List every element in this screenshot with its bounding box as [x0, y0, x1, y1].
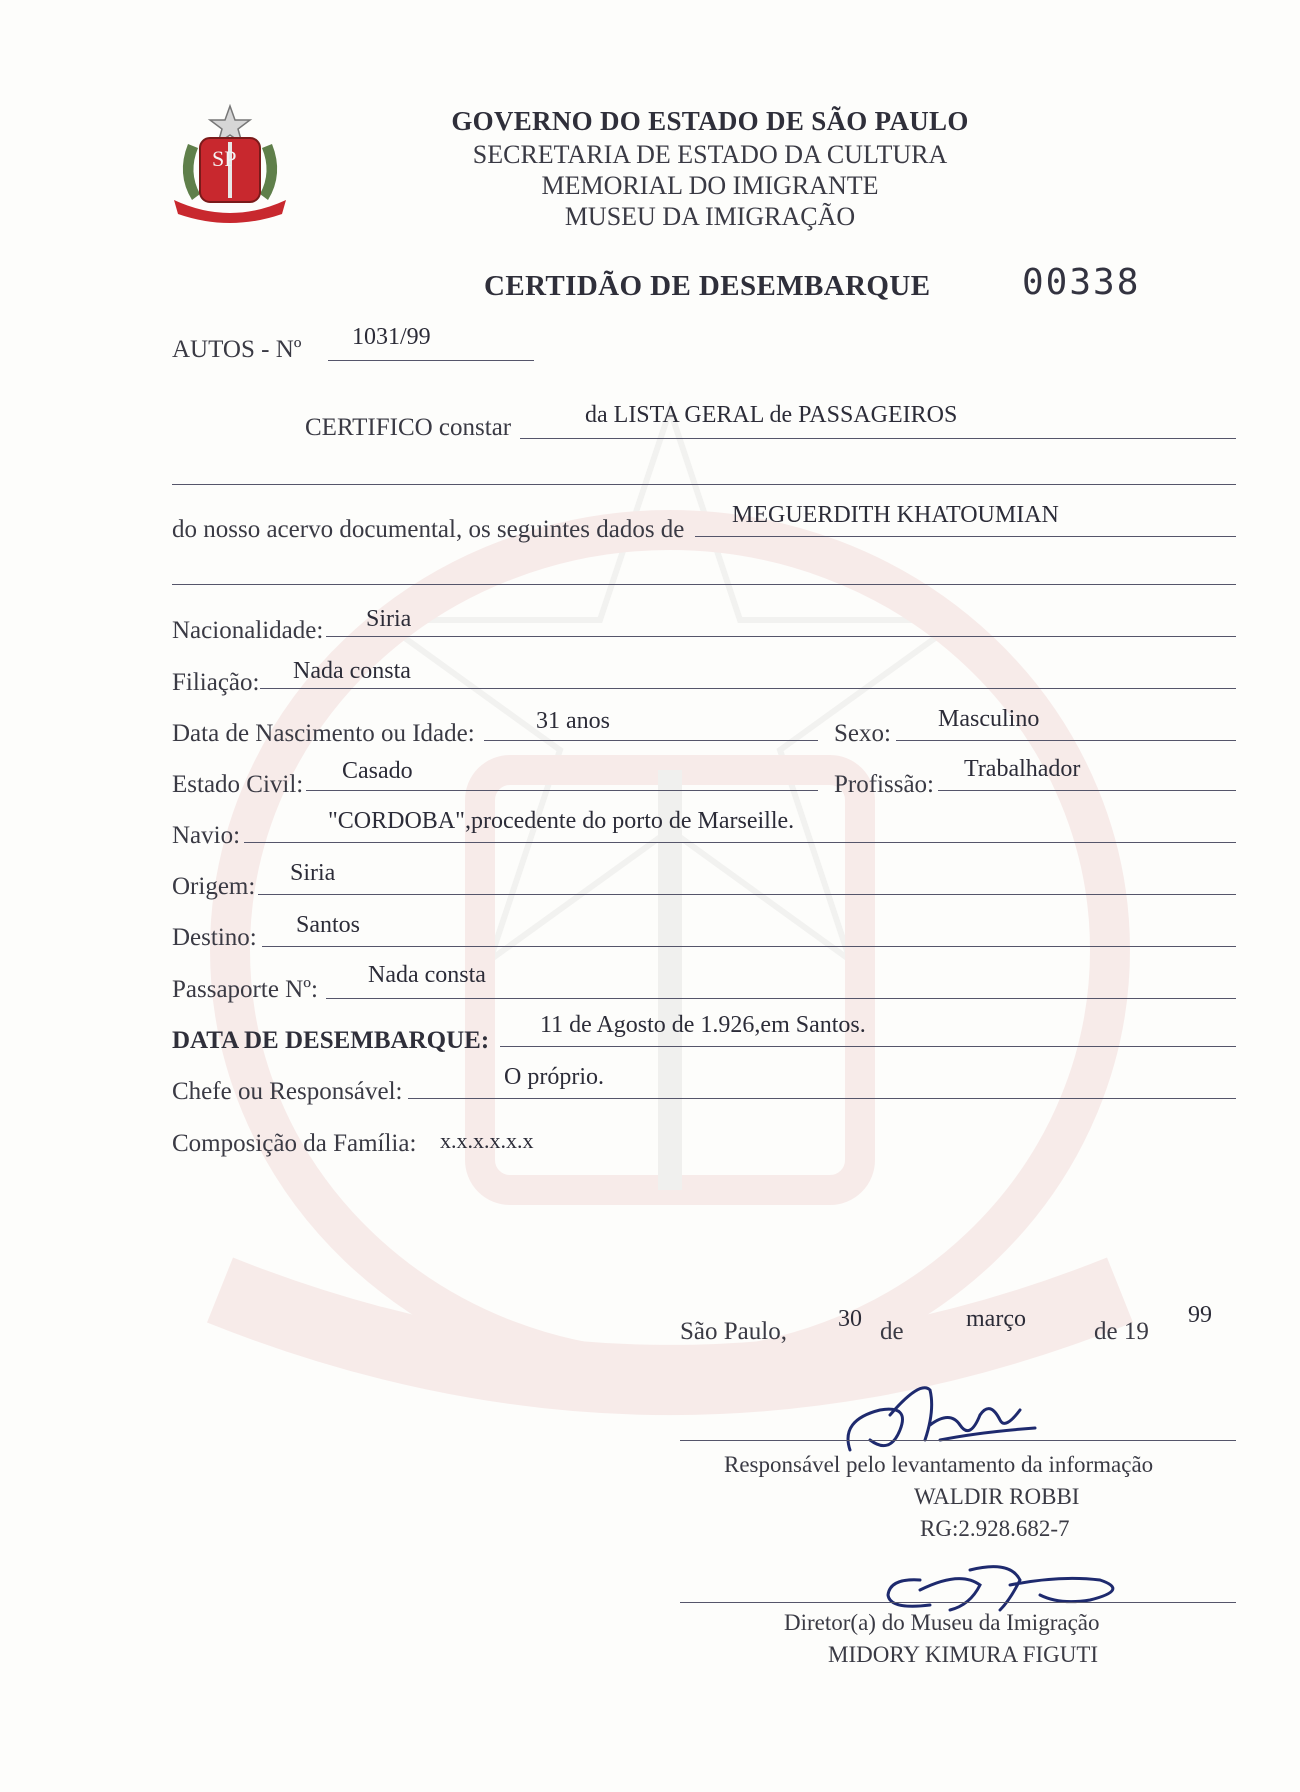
filiacao-label: Filiação:	[172, 669, 260, 696]
passaporte-label: Passaporte Nº:	[172, 976, 318, 1003]
sexo-value: Masculino	[938, 706, 1040, 732]
filiacao-line	[260, 688, 1236, 689]
dateline-year: 99	[1188, 1302, 1212, 1328]
responsavel-rg: RG:2.928.682-7	[920, 1516, 1070, 1541]
acervo-label: do nosso acervo documental, os seguintes dados de	[172, 516, 685, 543]
nacionalidade-value: Siria	[366, 606, 412, 632]
data-desembarque-label: DATA DE DESEMBARQUE:	[172, 1027, 490, 1054]
chefe-label: Chefe ou Responsável:	[172, 1078, 403, 1105]
passenger-name: MEGUERDITH KHATOUMIAN	[732, 502, 1059, 528]
diretor-name: MIDORY KIMURA FIGUTI	[828, 1642, 1099, 1667]
emblem-letters-text: SP	[212, 146, 237, 171]
document-title: CERTIDÃO DE DESEMBARQUE	[484, 270, 931, 302]
destino-value: Santos	[296, 912, 361, 938]
origem-label: Origem:	[172, 873, 256, 900]
nascimento-label: Data de Nascimento ou Idade:	[172, 720, 475, 747]
responsavel-caption: Responsável pelo levantamento da informação	[724, 1452, 1154, 1477]
dateline-de19: de 19	[1094, 1318, 1149, 1345]
header-museu: MUSEU DA IMIGRAÇÃO	[564, 202, 856, 231]
estado-civil-line	[306, 790, 818, 791]
dateline-city: São Paulo,	[680, 1318, 787, 1345]
nacionalidade-line	[326, 636, 1236, 637]
filiacao-value: Nada consta	[293, 658, 411, 684]
acervo-line	[695, 536, 1236, 537]
nacionalidade-label: Nacionalidade:	[172, 617, 324, 644]
dateline-month: março	[966, 1306, 1026, 1332]
chefe-line	[408, 1098, 1236, 1099]
destino-line	[262, 946, 1236, 947]
certifico-value: da LISTA GERAL de PASSAGEIROS	[585, 402, 958, 428]
profissao-line	[938, 790, 1236, 791]
autos-label: AUTOS - Nº	[172, 336, 302, 363]
data-desembarque-line	[500, 1046, 1236, 1047]
header-memorial: MEMORIAL DO IMIGRANTE	[541, 171, 879, 200]
responsavel-name: WALDIR ROBBI	[914, 1484, 1080, 1509]
profissao-label: Profissão:	[834, 771, 934, 798]
sexo-label: Sexo:	[834, 720, 891, 747]
composicao-value: x.x.x.x.x.x	[440, 1128, 534, 1153]
navio-line	[244, 842, 1236, 843]
certifico-line	[520, 438, 1236, 439]
estado-civil-value: Casado	[342, 758, 413, 784]
sexo-line	[896, 740, 1236, 741]
nascimento-value: 31 anos	[536, 708, 610, 734]
chefe-value: O próprio.	[504, 1064, 604, 1090]
passaporte-value: Nada consta	[368, 962, 486, 988]
autos-value: 1031/99	[352, 324, 431, 350]
estado-civil-label: Estado Civil:	[172, 771, 304, 798]
dateline-de: de	[880, 1318, 904, 1345]
certifico-label: CERTIFICO constar	[305, 414, 512, 441]
destino-label: Destino:	[172, 924, 257, 951]
autos-line	[328, 360, 534, 361]
signature-line-responsavel	[680, 1440, 1236, 1441]
blank-line-1	[172, 484, 1236, 485]
diretor-caption: Diretor(a) do Museu da Imigração	[784, 1610, 1100, 1635]
document-number: 00338	[1022, 262, 1141, 303]
sao-paulo-emblem	[170, 104, 290, 224]
origem-value: Siria	[290, 860, 336, 886]
navio-label: Navio:	[172, 822, 241, 849]
header-government: GOVERNO DO ESTADO DE SÃO PAULO	[451, 106, 969, 136]
header-secretaria: SECRETARIA DE ESTADO DA CULTURA	[472, 140, 948, 169]
signature-line-diretor	[680, 1602, 1236, 1603]
composicao-label: Composição da Família:	[172, 1130, 417, 1157]
profissao-value: Trabalhador	[964, 756, 1081, 782]
nascimento-line	[484, 740, 818, 741]
navio-value: "CORDOBA",procedente do porto de Marseille.	[328, 808, 795, 834]
passaporte-line	[326, 998, 1236, 999]
origem-line	[258, 894, 1236, 895]
blank-line-2	[172, 584, 1236, 585]
dateline-day: 30	[838, 1306, 862, 1332]
data-desembarque-value: 11 de Agosto de 1.926,em Santos.	[540, 1012, 866, 1038]
